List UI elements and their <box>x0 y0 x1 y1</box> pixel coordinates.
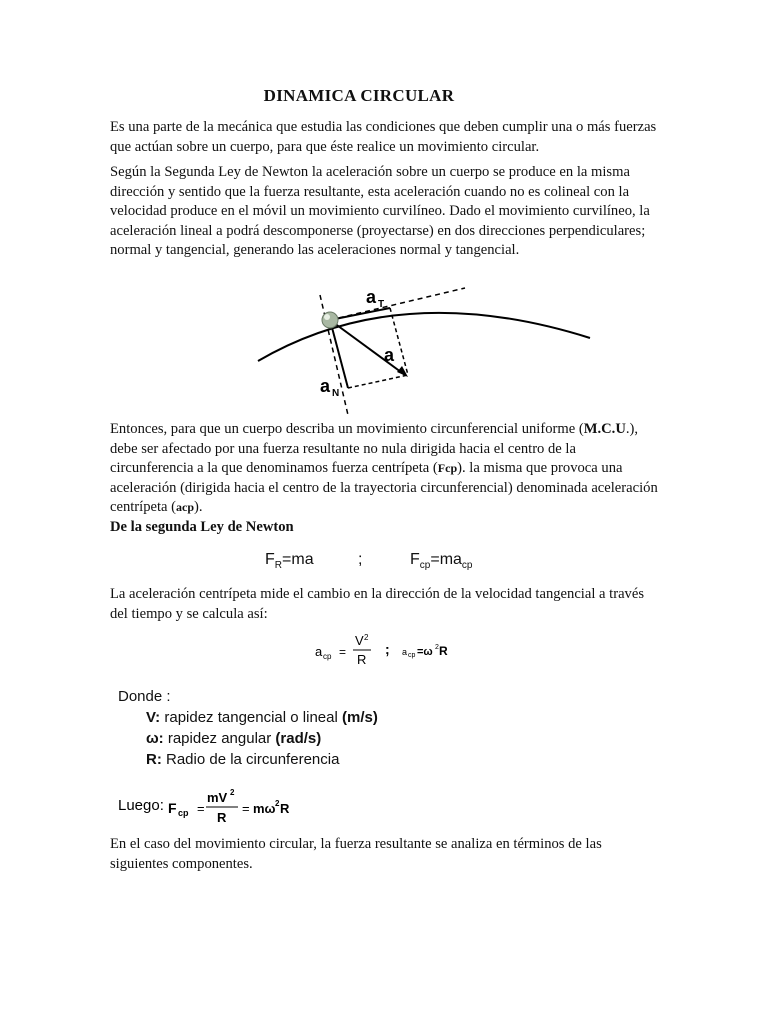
label-at-sub: T <box>378 299 385 310</box>
label-at: a <box>366 287 377 307</box>
intro-paragraph: Es una parte de la mecánica que estudia las condiciones que deben cumplir una o más fuerzas que actúan sobre un cuerpo, para que éste realice un movimiento circular. <box>110 119 657 155</box>
svg-text:cp: cp <box>408 652 416 659</box>
fcp-term: Fcp <box>437 461 458 475</box>
svg-text:F: F <box>168 800 177 816</box>
fcp-formula <box>118 786 378 826</box>
newton-heading: De la segunda Ley de Newton <box>110 519 294 535</box>
svg-text:=ω: =ω <box>417 646 433 658</box>
svg-text:2: 2 <box>435 644 439 651</box>
svg-text:2: 2 <box>275 799 280 808</box>
equation-separator: ; <box>358 551 363 568</box>
svg-text:cp: cp <box>323 652 332 661</box>
svg-text:=: = <box>242 801 250 816</box>
acp-term: acp <box>176 500 195 514</box>
projection-horizontal <box>348 375 408 388</box>
svg-text:Luego:: Luego: <box>118 797 164 814</box>
acceleration-diagram <box>250 283 670 418</box>
trajectory-arc <box>258 313 590 361</box>
newton-paragraph: Según la Segunda Ley de Newton la aceleración sobre un cuerpo se produce en la misma dirección y sentido que la fuerza resultante, esta aceleración cuando no es colineal con la velocidad produce en el móvil un movimiento curvilíneo. Dado el movimiento curvilíneo, la aceleración lineal a podrá descomponerse (proyectarse) en dos direcciones perpendiculares; normal y tangencial, generando las aceleraciones normal y tangencial. <box>110 164 650 258</box>
svg-text:mω: mω <box>253 801 276 816</box>
acp-paragraph: La aceleración centrípeta mide el cambio en la dirección de la velocidad tangencial a través del tiempo y se calcula así: <box>110 586 645 622</box>
body-ball <box>322 312 338 328</box>
components-paragraph: En el caso del movimiento circular, la fuerza resultante se analiza en términos de las siguientes componentes. <box>110 836 602 872</box>
svg-text:R: R <box>217 810 227 825</box>
mcu-paragraph: Entonces, para que un cuerpo describa un movimiento circunferencial uniforme (M.C.U.), debe ser afectado por una fuerza resultante no nula dirigida hacia el centro de la circunferencia a la que denominamos fuerza centrípeta (Fcp). la misma que provoca una aceleración (dirigida hacia el centro de la trayectoria circunferencial) denominada aceleración centrípeta (acp). <box>110 421 658 515</box>
legend-heading: Donde : <box>118 688 171 705</box>
svg-text:2: 2 <box>364 633 369 642</box>
svg-text:=: = <box>197 801 205 816</box>
svg-text:;: ; <box>385 641 390 657</box>
equation-fr: $F_R=ma$ <box>265 551 314 571</box>
page-title: DINAMICA CIRCULAR <box>263 86 455 105</box>
svg-text:V: V <box>355 633 364 648</box>
svg-text:mV: mV <box>207 790 228 805</box>
svg-text:R: R <box>439 644 448 658</box>
mcu-abbr: M.C.U <box>583 421 626 437</box>
label-an: a <box>320 376 331 396</box>
svg-text:=: = <box>339 645 347 659</box>
svg-text:cp: cp <box>178 808 189 818</box>
acp-formula <box>310 632 448 672</box>
variable-legend <box>118 686 378 770</box>
equation-fcp: $F_{cp}=ma_{cp}$ <box>410 551 473 571</box>
svg-text:a: a <box>315 644 323 659</box>
svg-text:R: R <box>280 801 290 816</box>
svg-text:a: a <box>402 647 408 657</box>
label-an-sub: N <box>332 388 340 399</box>
svg-text:R: R <box>357 652 367 667</box>
svg-text:2: 2 <box>230 788 235 797</box>
legend-row-r: R: Radio de la circunferencia <box>146 751 340 768</box>
label-a: a <box>384 345 395 365</box>
legend-row-omega: ω: rapidez angular (rad/s) <box>146 730 322 747</box>
legend-row-v: V: rapidez tangencial o lineal (m/s) <box>146 709 378 726</box>
